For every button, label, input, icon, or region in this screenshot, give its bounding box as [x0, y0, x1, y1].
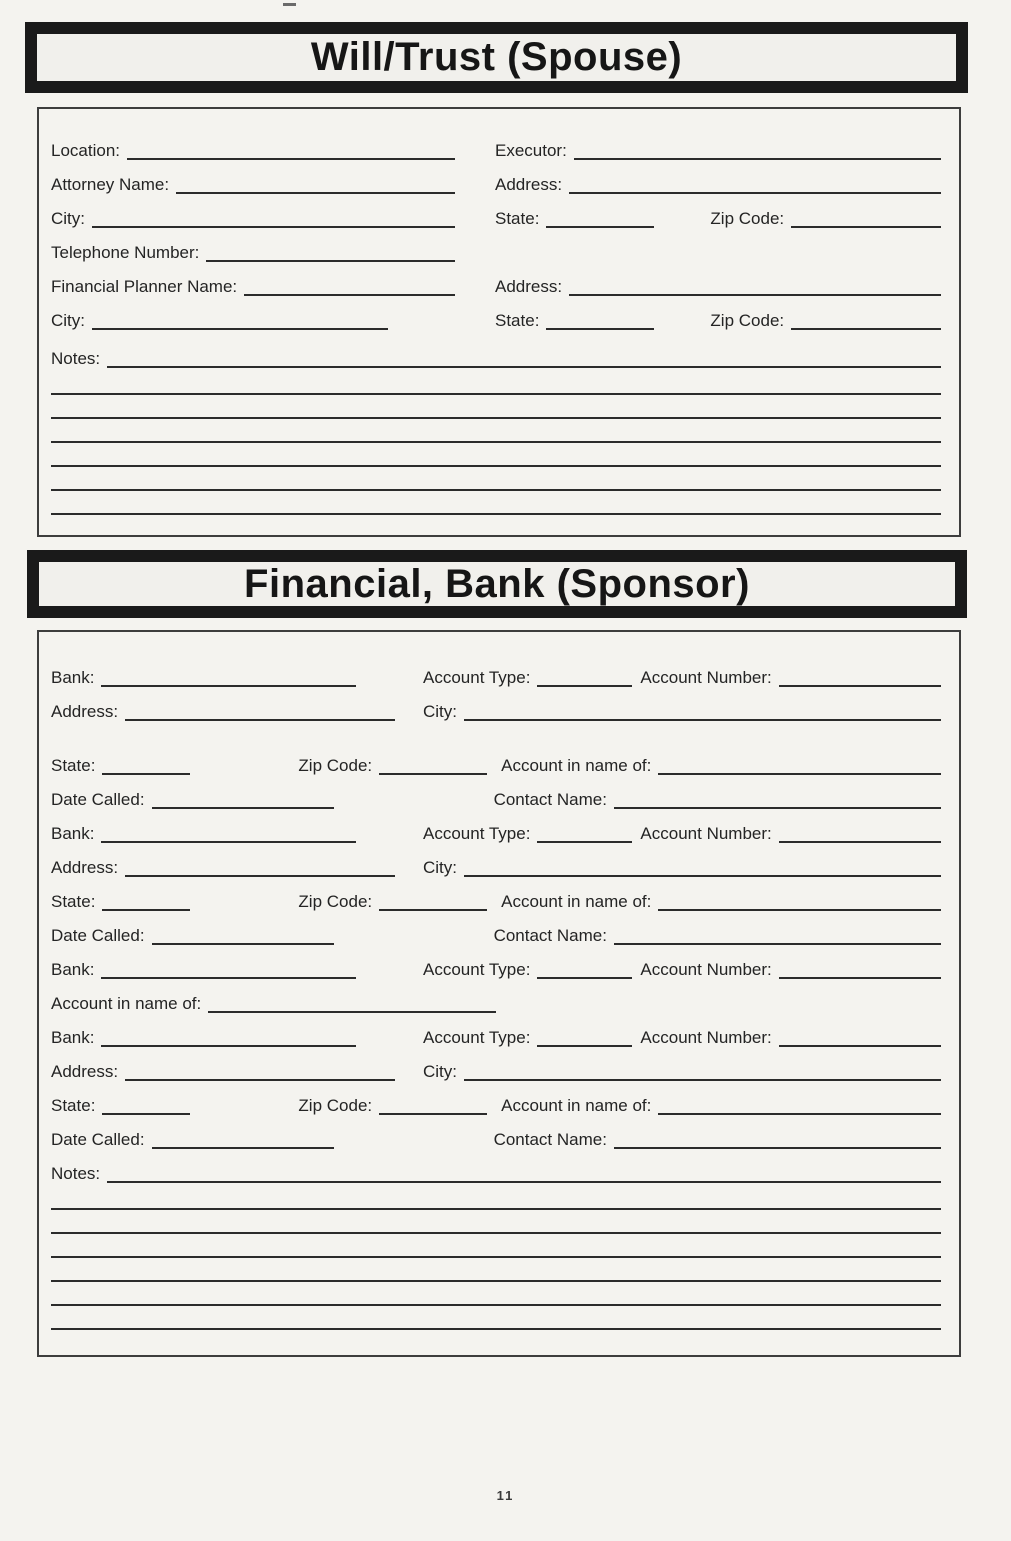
- location-executor-row: [51, 129, 941, 163]
- notes-blank-line: [51, 1210, 941, 1234]
- will-trust-form-box: [37, 107, 961, 537]
- account-number-label: Account Number:: [640, 1028, 772, 1047]
- notes-field-line: [107, 354, 941, 368]
- date-called-field-line: [152, 1135, 334, 1149]
- date-called-field-line: [152, 931, 334, 945]
- will-trust-section-title: Will/Trust (Spouse): [310, 35, 683, 79]
- city-field-line: [92, 316, 388, 330]
- account-number-field-line: [779, 829, 941, 843]
- telephone-number-field-line: [206, 248, 455, 262]
- account-in-name-of-label: Account in name of:: [501, 892, 652, 911]
- planner-address-row: [51, 265, 941, 299]
- address-city-row: [51, 1050, 941, 1084]
- will-trust-header-frame: [35, 32, 958, 83]
- contact-name-field-line: [614, 795, 941, 809]
- bank-field-line: [101, 829, 356, 843]
- account-number-field-line: [779, 673, 941, 687]
- zip-code-label: Zip Code:: [710, 209, 785, 228]
- account-type-field-line: [537, 673, 632, 687]
- zip-code-label: Zip Code:: [298, 892, 373, 911]
- zip-code-field-line: [379, 1101, 487, 1115]
- state-label: State:: [51, 756, 96, 775]
- account-type-field-line: [537, 1033, 632, 1047]
- state-label: State:: [51, 1096, 96, 1115]
- scan-artifact-mark: [283, 3, 296, 6]
- state-field-line: [546, 316, 654, 330]
- address-field-line: [125, 707, 395, 721]
- address-label: Address:: [51, 702, 119, 721]
- notes-label: Notes:: [51, 349, 101, 368]
- account-number-label: Account Number:: [640, 960, 772, 979]
- financial-planner-name-label: Financial Planner Name:: [51, 277, 238, 296]
- notes-blank-line: [51, 1282, 941, 1306]
- date-called-contact-row: [51, 914, 941, 948]
- will-trust-section-header: [25, 22, 968, 93]
- city-field-line: [464, 1067, 941, 1081]
- contact-name-label: Contact Name:: [493, 1130, 607, 1149]
- notes-blank-line: [51, 419, 941, 443]
- bank-label: Bank:: [51, 960, 95, 979]
- account-in-name-of-row: [51, 982, 941, 1016]
- bank-field-line: [101, 1033, 356, 1047]
- address-label: Address:: [51, 858, 119, 877]
- address-label: Address:: [51, 1062, 119, 1081]
- location-field-line: [127, 146, 455, 160]
- date-called-label: Date Called:: [51, 790, 145, 809]
- city-label: City:: [423, 858, 457, 877]
- account-type-field-line: [537, 829, 632, 843]
- zip-code-field-line: [791, 214, 941, 228]
- account-in-name-of-field-line: [658, 897, 941, 911]
- account-type-label: Account Type:: [423, 1028, 531, 1047]
- executor-label: Executor:: [495, 141, 567, 160]
- contact-name-field-line: [614, 931, 941, 945]
- state-zip-account-name-row: [51, 1084, 941, 1118]
- address-field-line: [125, 863, 395, 877]
- notes-row: [51, 1152, 941, 1186]
- notes-blank-line: [51, 467, 941, 491]
- financial-bank-form-box: [37, 630, 961, 1357]
- account-type-label: Account Type:: [423, 668, 531, 687]
- attorney-name-label: Attorney Name:: [51, 175, 170, 194]
- contact-name-label: Contact Name:: [493, 926, 607, 945]
- notes-field-line: [107, 1169, 941, 1183]
- city-label: City:: [423, 702, 457, 721]
- date-called-label: Date Called:: [51, 1130, 145, 1149]
- state-label: State:: [495, 209, 540, 228]
- zip-code-label: Zip Code:: [298, 756, 373, 775]
- account-number-label: Account Number:: [640, 668, 772, 687]
- location-label: Location:: [51, 141, 120, 160]
- financial-bank-header-frame: [37, 560, 957, 608]
- state-label: State:: [495, 311, 540, 330]
- account-in-name-of-field-line: [658, 1101, 941, 1115]
- address-field-line: [569, 180, 941, 194]
- contact-name-field-line: [614, 1135, 941, 1149]
- page-number: 11: [496, 1488, 515, 1503]
- financial-bank-section-header: [27, 550, 967, 618]
- city-label: City:: [51, 311, 85, 330]
- state-zip-account-name-row: [51, 880, 941, 914]
- notes-row: [51, 333, 941, 371]
- bank-field-line: [101, 673, 356, 687]
- bank-account-row: [51, 1016, 941, 1050]
- zip-code-field-line: [379, 761, 487, 775]
- address-field-line: [569, 282, 941, 296]
- account-number-field-line: [779, 965, 941, 979]
- zip-code-label: Zip Code:: [710, 311, 785, 330]
- notes-blank-line: [51, 491, 941, 515]
- account-in-name-of-label: Account in name of:: [51, 994, 202, 1013]
- city-field-line: [464, 707, 941, 721]
- zip-code-field-line: [791, 316, 941, 330]
- notes-blank-line: [51, 371, 941, 395]
- zip-code-label: Zip Code:: [298, 1096, 373, 1115]
- zip-code-field-line: [379, 897, 487, 911]
- state-field-line: [102, 897, 190, 911]
- account-number-field-line: [779, 1033, 941, 1047]
- contact-name-label: Contact Name:: [493, 790, 607, 809]
- notes-blank-line: [51, 395, 941, 419]
- telephone-number-label: Telephone Number:: [51, 243, 200, 262]
- telephone-row: [51, 231, 941, 265]
- city-field-line: [464, 863, 941, 877]
- account-type-label: Account Type:: [423, 960, 531, 979]
- account-type-label: Account Type:: [423, 824, 531, 843]
- account-in-name-of-label: Account in name of:: [501, 1096, 652, 1115]
- notes-blank-line: [51, 1234, 941, 1258]
- city-state-zip-row: [51, 299, 941, 333]
- bank-label: Bank:: [51, 668, 95, 687]
- bank-label: Bank:: [51, 1028, 95, 1047]
- account-type-field-line: [537, 965, 632, 979]
- state-field-line: [102, 1101, 190, 1115]
- bank-field-line: [101, 965, 356, 979]
- date-called-field-line: [152, 795, 334, 809]
- executor-field-line: [574, 146, 941, 160]
- bank-label: Bank:: [51, 824, 95, 843]
- state-field-line: [102, 761, 190, 775]
- notes-blank-line: [51, 443, 941, 467]
- address-label: Address:: [495, 277, 563, 296]
- notes-blank-line: [51, 1258, 941, 1282]
- financial-planner-field-line: [244, 282, 455, 296]
- state-field-line: [546, 214, 654, 228]
- date-called-contact-row: [51, 1118, 941, 1152]
- city-label: City:: [423, 1062, 457, 1081]
- notes-blank-line: [51, 1306, 941, 1330]
- financial-bank-section-title: Financial, Bank (Sponsor): [244, 561, 750, 606]
- bank-account-row: [51, 812, 941, 846]
- address-city-row: [51, 846, 941, 880]
- address-city-row: [51, 690, 941, 724]
- account-in-name-of-label: Account in name of:: [501, 756, 652, 775]
- account-number-label: Account Number:: [640, 824, 772, 843]
- attorney-address-row: [51, 163, 941, 197]
- address-label: Address:: [495, 175, 563, 194]
- bank-account-row: [51, 656, 941, 690]
- attorney-name-field-line: [176, 180, 455, 194]
- date-called-label: Date Called:: [51, 926, 145, 945]
- address-field-line: [125, 1067, 395, 1081]
- notes-blank-line: [51, 1186, 941, 1210]
- bank-account-row: [51, 948, 941, 982]
- account-in-name-of-field-line: [208, 999, 496, 1013]
- city-state-zip-row: [51, 197, 941, 231]
- city-label: City:: [51, 209, 85, 228]
- account-in-name-of-field-line: [658, 761, 941, 775]
- city-field-line: [92, 214, 455, 228]
- date-called-contact-row: [51, 778, 941, 812]
- state-zip-account-name-row: [51, 744, 941, 778]
- state-label: State:: [51, 892, 96, 911]
- notes-label: Notes:: [51, 1164, 101, 1183]
